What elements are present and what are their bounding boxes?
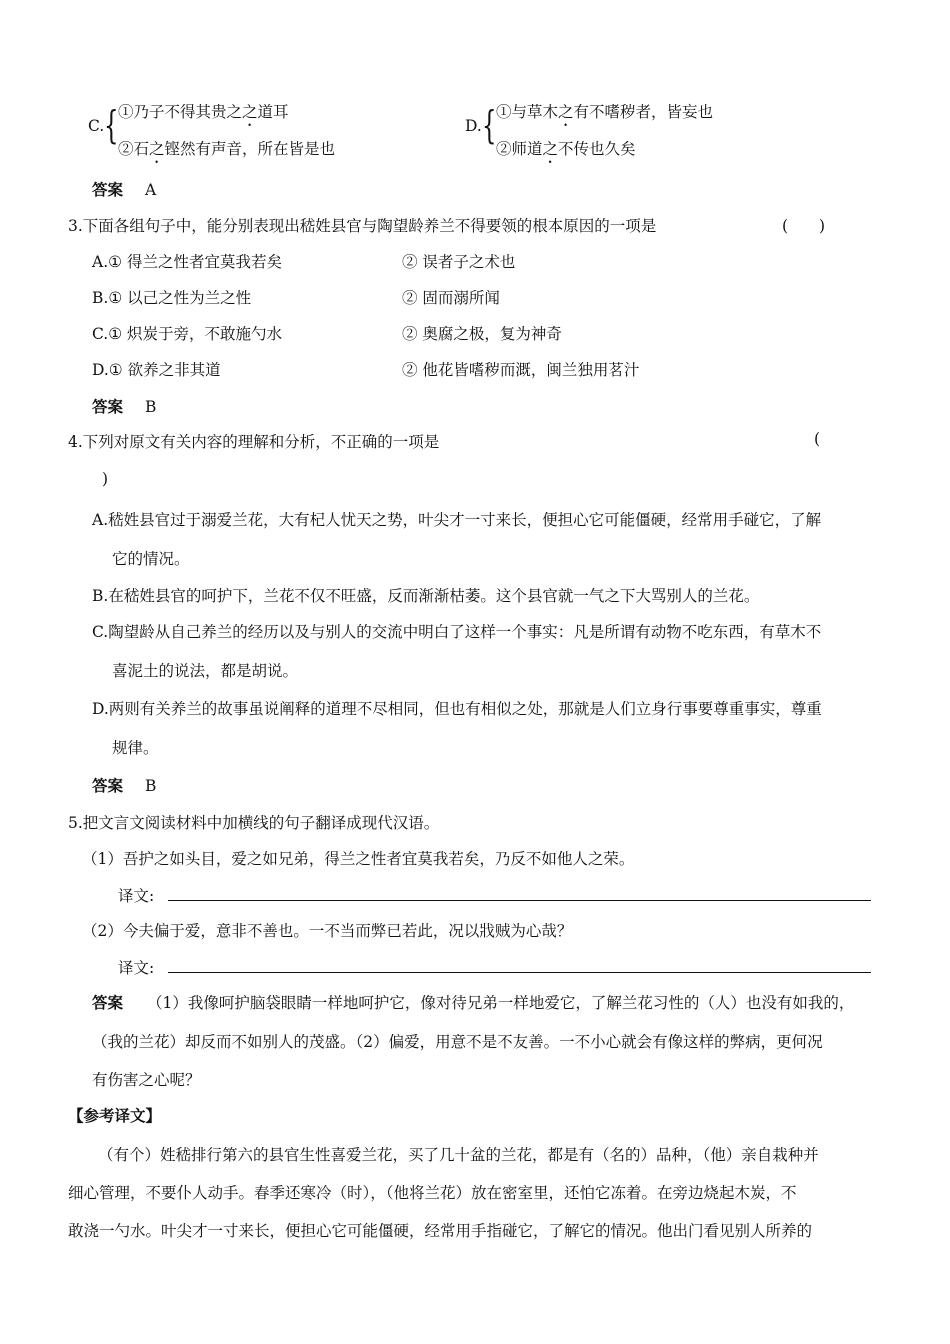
option-d-brace: { bbox=[482, 103, 497, 147]
q5-answer-line3: 有伤害之心呢？ bbox=[92, 1071, 201, 1089]
q5-answer-line2: （我的兰花）却反而不如别人的茂盛。（2）偏爱，用意不是不友善。一不小心就会有像这样的弊病，更何况 bbox=[92, 1033, 823, 1051]
q5-translation-line-1[interactable] bbox=[168, 900, 871, 901]
q3-option-c-right: ② 奥腐之极，复为神奇 bbox=[402, 325, 562, 343]
q4-option-c-line2: 喜泥土的说法，都是胡说。 bbox=[112, 662, 299, 680]
q4-option-c-line1: C.陶望龄从自己养兰的经历以及与别人的交流中明白了这样一个事实：凡是所谓有动物不吃东西，有草木不 bbox=[92, 623, 822, 641]
option-d-line2: ②师道之不传也久矣 bbox=[496, 140, 636, 158]
reference-line1: （有个）姓嵇排行第六的县官生性喜爱兰花，买了几十盆的兰花，都是有（名的）品种，（他）亲自栽种并 bbox=[98, 1146, 819, 1164]
q4-option-a-line2: 它的情况。 bbox=[112, 550, 190, 568]
q3-option-a-right: ② 误者子之术也 bbox=[402, 253, 516, 271]
option-d-label: D. bbox=[465, 117, 482, 135]
option-c-label: C. bbox=[88, 117, 105, 135]
q4-paren-close: ) bbox=[102, 470, 109, 488]
option-c-line2: ②石之铿然有声音，所在皆是也 bbox=[118, 140, 336, 158]
q3-option-b-left: B.① 以己之性为兰之性 bbox=[92, 289, 252, 307]
q2-answer: 答案 A bbox=[92, 181, 157, 199]
option-d-line1: ①与草木之有不嗜秽者，皆妄也 bbox=[496, 103, 714, 121]
q3-option-a-left: A.① 得兰之性者宜莫我若矣 bbox=[92, 253, 282, 271]
reference-line3: 敢浇一勺水。叶尖才一寸来长，便担心它可能僵硬，经常用手指碰它，了解它的情况。他出门看见别人所养的 bbox=[68, 1222, 813, 1240]
q3-option-d-right: ② 他花皆嗜秽而溉，闽兰独用茗汁 bbox=[402, 361, 640, 379]
q5-item1: （1）吾护之如头目，爱之如兄弟，得兰之性者宜莫我若矣，乃反不如他人之荣。 bbox=[82, 850, 635, 868]
q5-item2: （2）今夫偏于爱，意非不善也。一不当而弊已若此，况以戕贼为心哉？ bbox=[82, 922, 573, 940]
q3-paren: ( ) bbox=[782, 217, 826, 235]
q5-stem: 5.把文言文阅读材料中加横线的句子翻译成现代汉语。 bbox=[68, 814, 440, 832]
q3-option-c-left: C.① 炽炭于旁，不敢施勺水 bbox=[92, 325, 283, 343]
option-c-brace: { bbox=[104, 103, 119, 147]
reference-line2: 细心管理，不要仆人动手。春季还寒冷（时），（他将兰花）放在密室里，还怕它冻着。在旁边烧起木炭，不 bbox=[68, 1184, 797, 1202]
option-c-line1: ①乃子不得其贵之之道耳 bbox=[118, 103, 289, 121]
q4-option-b-line1: B.在嵇姓县官的呵护下，兰花不仅不旺盛，反而渐渐枯萎。这个县官就一气之下大骂别人的兰花。 bbox=[92, 587, 760, 605]
q3-option-b-right: ② 固而溺所闻 bbox=[402, 289, 500, 307]
q4-option-d-line1: D.两则有关养兰的故事虽说阐释的道理不尽相同，但也有相似之处，那就是人们立身行事要尊重事实，尊重 bbox=[92, 700, 822, 718]
q3-option-d-left: D.① 欲养之非其道 bbox=[92, 361, 221, 379]
q4-option-a-line1: A.嵇姓县官过于溺爱兰花，大有杞人忧天之势，叶尖才一寸来长，便担心它可能僵硬，经常用手碰它，了解 bbox=[92, 511, 822, 529]
q4-stem: 4.下列对原文有关内容的理解和分析，不正确的一项是 bbox=[68, 433, 440, 451]
q4-option-d-line2: 规律。 bbox=[112, 739, 159, 757]
q4-paren-open: ( bbox=[814, 430, 821, 448]
q5-answer-line1: 答案 （1）我像呵护脑袋眼睛一样地呵护它，像对待兄弟一样地爱它，了解兰花习性的（人）也没有如我的， bbox=[92, 994, 855, 1012]
q5-translation-line-2[interactable] bbox=[168, 972, 871, 973]
q5-translation-label-1: 译文: bbox=[118, 887, 155, 905]
q3-stem: 3.下面各组句子中，能分别表现出嵇姓县官与陶望龄养兰不得要领的根本原因的一项是 bbox=[68, 217, 657, 235]
q5-translation-label-2: 译文: bbox=[118, 959, 155, 977]
q4-answer: 答案 B bbox=[92, 777, 157, 795]
reference-heading: 【参考译文】 bbox=[68, 1107, 162, 1125]
q3-answer: 答案 B bbox=[92, 398, 157, 416]
